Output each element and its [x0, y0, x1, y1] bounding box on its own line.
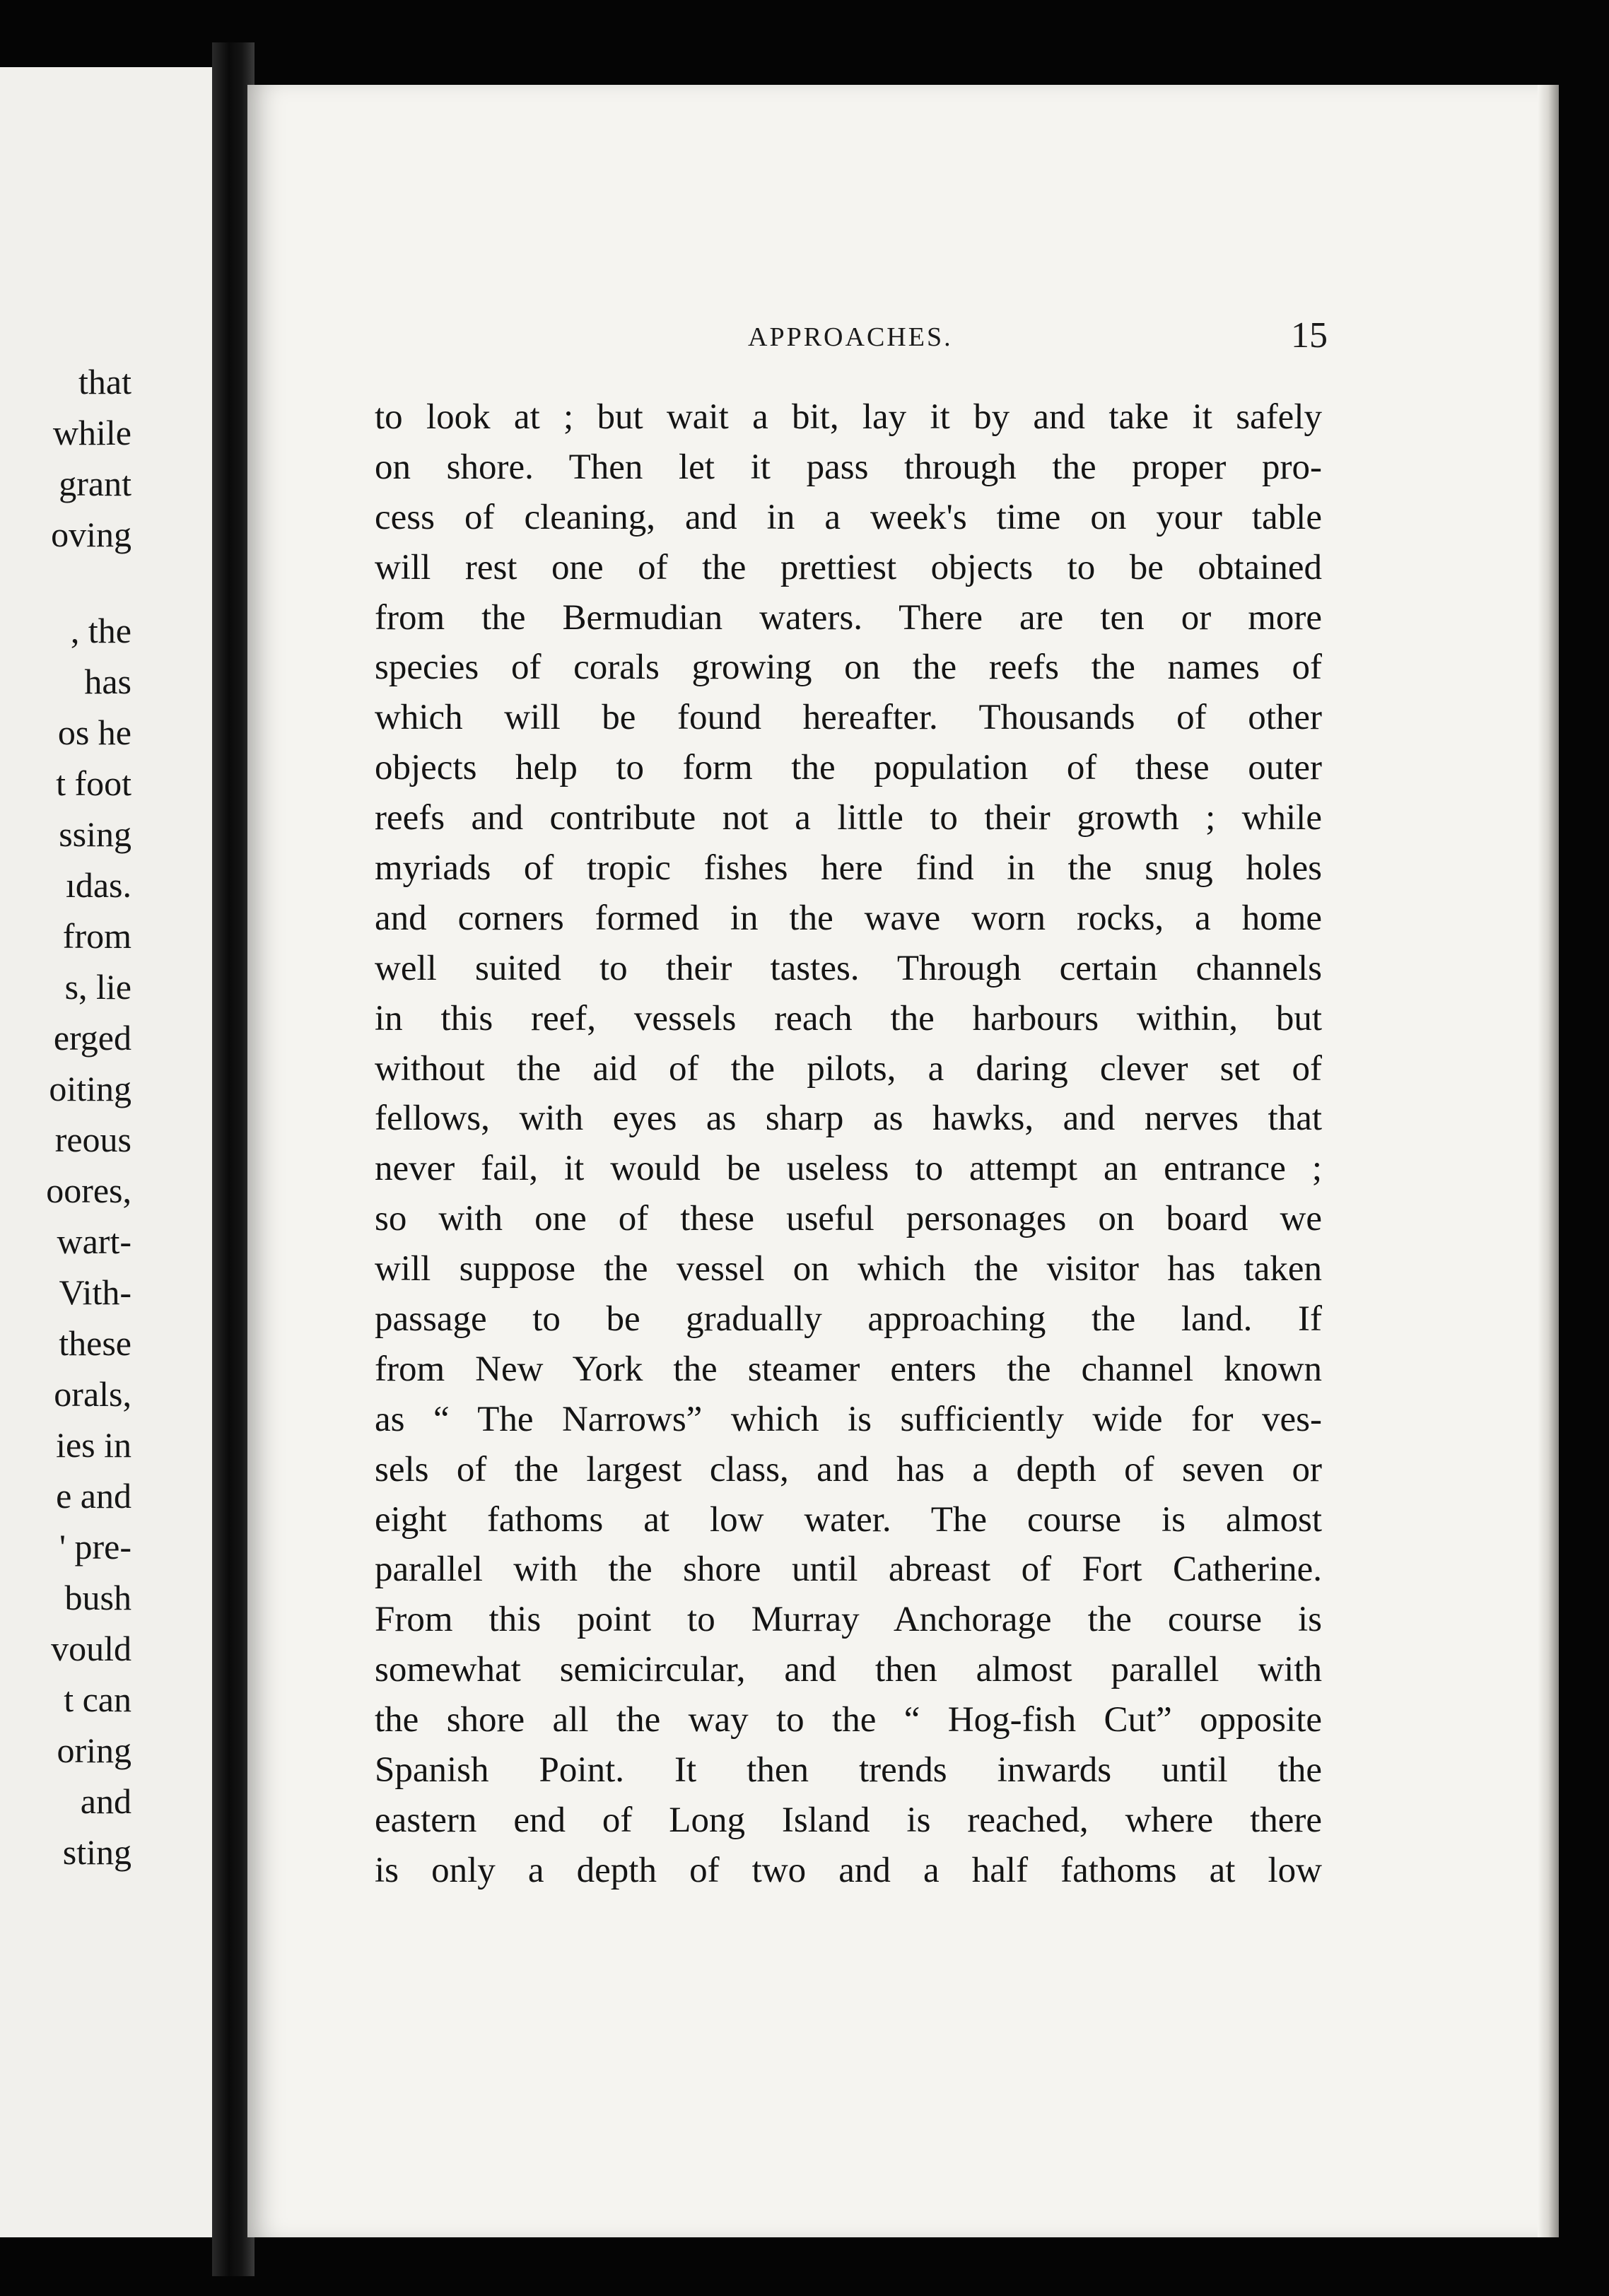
previous-page-line-fragment: reous [54, 1120, 131, 1159]
text-line: from New York the steamer enters the channel known [375, 1349, 1322, 1389]
previous-page-line-fragment: t foot [56, 763, 131, 803]
previous-page-line-fragment: while [52, 413, 131, 452]
text-line: will suppose the vessel on which the visitor has taken [375, 1249, 1322, 1289]
text-line: From this point to Murray Anchorage the course is [375, 1600, 1322, 1640]
page-edge [1538, 85, 1559, 2237]
text-line: on shore. Then let it pass through the proper pro- [375, 447, 1322, 487]
text-line: cess of cleaning, and in a week's time on your table [375, 497, 1322, 537]
text-line: will rest one of the prettiest objects to be obtained [375, 547, 1322, 587]
text-line: in this reef, vessels reach the harbours within, but [375, 998, 1322, 1038]
text-line: which will be found hereafter. Thousands of other [375, 698, 1322, 738]
text-line: the shore all the way to the “ Hog-fish Cut” opposite [375, 1700, 1322, 1740]
text-line: from the Bermudian waters. There are ten or more [375, 597, 1322, 638]
previous-page-line-fragment: , the [70, 611, 131, 650]
text-line: to look at ; but wait a bit, lay it by and take it safely [375, 397, 1322, 437]
text-line: passage to be gradually approaching the land. If [375, 1299, 1322, 1340]
text-line: species of corals growing on the reefs the names of [375, 648, 1322, 688]
previous-page-line-fragment: bush [64, 1578, 131, 1617]
previous-page-line-fragment: oring [57, 1730, 131, 1770]
previous-page-line-fragment: ssing [59, 814, 131, 854]
previous-page-line-fragment: sting [62, 1832, 131, 1872]
previous-page-fragment [0, 67, 223, 2237]
text-line: Spanish Point. It then trends inwards until the [375, 1750, 1322, 1791]
previous-page-line-fragment: s, lie [64, 967, 131, 1007]
previous-page-line-fragment: erged [53, 1018, 131, 1058]
previous-page-line-fragment: oiting [49, 1069, 131, 1108]
text-line: is only a depth of two and a half fathoms at low [375, 1850, 1322, 1890]
previous-page-line-fragment: ies in [56, 1425, 131, 1465]
text-line: parallel with the shore until abreast of Fort Catherine. [375, 1550, 1322, 1590]
running-head: APPROACHES. [748, 322, 953, 352]
previous-page-line-fragment: these [59, 1323, 131, 1363]
text-line: objects help to form the population of these outer [375, 748, 1322, 788]
previous-page-line-fragment: t can [64, 1680, 131, 1719]
previous-page-line-fragment: ' pre- [59, 1527, 131, 1566]
previous-page-line-fragment: oores, [46, 1171, 131, 1210]
previous-page-line-fragment: that [78, 362, 131, 402]
text-line: well suited to their tastes. Through certain channels [375, 948, 1322, 988]
text-line: fellows, with eyes as sharp as hawks, and nerves that [375, 1099, 1322, 1139]
text-line: as “ The Narrows” which is sufficiently wide for ves- [375, 1399, 1322, 1439]
previous-page-line-fragment: wart- [57, 1222, 131, 1261]
previous-page-line-fragment: and [80, 1781, 131, 1821]
text-line: myriads of tropic fishes here find in the snug holes [375, 848, 1322, 889]
body-text [375, 392, 1322, 1896]
text-line: sels of the largest class, and has a depth of seven or [375, 1449, 1322, 1489]
page-number: 15 [1291, 315, 1328, 356]
previous-page-line-fragment: oving [51, 515, 131, 554]
text-line: somewhat semicircular, and then almost parallel with [375, 1650, 1322, 1690]
text-line: reefs and contribute not a little to their growth ; while [375, 798, 1322, 838]
text-line: eight fathoms at low water. The course is almost [375, 1499, 1322, 1540]
previous-page-line-fragment: e and [56, 1476, 131, 1516]
text-line: without the aid of the pilots, a daring clever set of [375, 1048, 1322, 1089]
previous-page-line-fragment: ıdas. [65, 865, 131, 905]
previous-page-line-fragment: grant [59, 464, 131, 503]
text-line: eastern end of Long Island is reached, where there [375, 1800, 1322, 1840]
text-line: never fail, it would be useless to attempt an entrance ; [375, 1149, 1322, 1189]
previous-page-line-fragment: from [62, 916, 131, 956]
previous-page-line-fragment: vould [51, 1629, 131, 1668]
previous-page-line-fragment: os he [57, 713, 131, 752]
text-line: and corners formed in the wave worn rocks, a home [375, 898, 1322, 938]
previous-page-line-fragment: Vith- [59, 1272, 131, 1312]
previous-page-line-fragment: has [84, 662, 131, 701]
previous-page-line-fragment: orals, [54, 1374, 131, 1414]
text-line: so with one of these useful personages on board we [375, 1199, 1322, 1239]
